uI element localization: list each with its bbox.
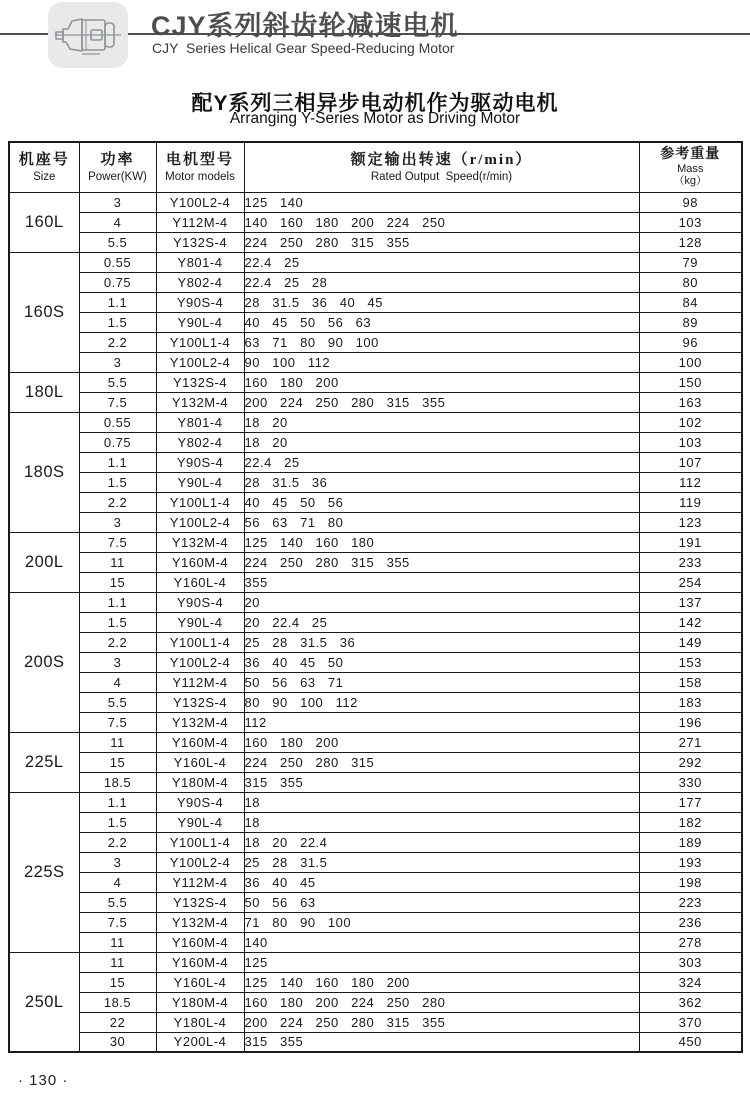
speeds-cell: 63 71 80 90 100 [244,332,639,352]
brand-title-cn: CJY系列斜齿轮减速电机 [151,11,459,41]
power-cell: 15 [79,752,156,772]
table-row [9,772,742,792]
size-cell: 200S [9,592,79,732]
table-row [9,992,742,1012]
table-row [9,192,742,212]
model-cell: Y132S-4 [156,232,244,252]
power-cell: 2.2 [79,632,156,652]
mass-cell: 183 [639,692,742,712]
power-cell: 5.5 [79,892,156,912]
speeds-cell: 200 224 250 280 315 355 [244,1012,639,1032]
table-row [9,952,742,972]
speeds-cell: 18 20 [244,412,639,432]
mass-cell: 80 [639,272,742,292]
mass-cell: 233 [639,552,742,572]
speeds-cell: 355 [244,572,639,592]
power-cell: 4 [79,872,156,892]
speeds-cell: 315 355 [244,1032,639,1052]
brand-logo [48,2,128,68]
mass-cell: 98 [639,192,742,212]
col-header-model-cn: 电机型号 [165,151,234,168]
power-cell: 22 [79,1012,156,1032]
speeds-cell: 160 180 200 [244,732,639,752]
table-row [9,292,742,312]
mass-cell: 330 [639,772,742,792]
speeds-cell: 125 140 160 180 200 [244,972,639,992]
col-header-power-cn: 功率 [100,151,135,168]
mass-cell: 96 [639,332,742,352]
size-cell: 225S [9,792,79,952]
col-header-model [156,142,244,192]
table-row [9,412,742,432]
model-cell: Y90L-4 [156,472,244,492]
model-cell: Y160L-4 [156,572,244,592]
mass-cell: 182 [639,812,742,832]
mass-cell: 198 [639,872,742,892]
power-cell: 18.5 [79,772,156,792]
table-row [9,932,742,952]
col-header-size-en: Size [33,171,56,184]
model-cell: Y180M-4 [156,992,244,1012]
power-cell: 18.5 [79,992,156,1012]
mass-cell: 254 [639,572,742,592]
power-cell: 3 [79,512,156,532]
speeds-cell: 160 180 200 [244,372,639,392]
model-cell: Y801-4 [156,252,244,272]
table-row [9,732,742,752]
size-cell: 180S [9,412,79,532]
model-cell: Y112M-4 [156,872,244,892]
power-cell: 7.5 [79,532,156,552]
speeds-cell: 80 90 100 112 [244,692,639,712]
model-cell: Y90S-4 [156,792,244,812]
table-row [9,652,742,672]
power-cell: 2.2 [79,332,156,352]
speeds-cell: 28 31.5 36 40 45 [244,292,639,312]
model-cell: Y100L2-4 [156,652,244,672]
table-row [9,1012,742,1032]
power-cell: 3 [79,852,156,872]
mass-cell: 128 [639,232,742,252]
mass-cell: 112 [639,472,742,492]
model-cell: Y160M-4 [156,932,244,952]
mass-cell: 191 [639,532,742,552]
speeds-cell: 224 250 280 315 355 [244,552,639,572]
power-cell: 30 [79,1032,156,1052]
power-cell: 1.1 [79,292,156,312]
model-cell: Y132M-4 [156,912,244,932]
table-row [9,632,742,652]
power-cell: 7.5 [79,912,156,932]
col-header-speed-en: Rated Output Speed(r/min) [370,171,513,184]
power-cell: 1.1 [79,592,156,612]
model-cell: Y112M-4 [156,212,244,232]
table-row [9,672,742,692]
mass-cell: 362 [639,992,742,1012]
power-cell: 4 [79,212,156,232]
model-cell: Y112M-4 [156,672,244,692]
mass-cell: 163 [639,392,742,412]
mass-cell: 100 [639,352,742,372]
col-header-speed [244,142,639,192]
table-row [9,572,742,592]
mass-cell: 142 [639,612,742,632]
model-cell: Y180M-4 [156,772,244,792]
mass-cell: 370 [639,1012,742,1032]
col-header-model-en: Motor models [165,171,235,184]
mass-cell: 79 [639,252,742,272]
model-cell: Y160M-4 [156,552,244,572]
model-cell: Y160L-4 [156,752,244,772]
size-cell: 160L [9,192,79,252]
model-cell: Y160M-4 [156,732,244,752]
model-cell: Y180L-4 [156,1012,244,1032]
table-row [9,392,742,412]
size-cell: 160S [9,252,79,372]
table-row [9,592,742,612]
power-cell: 4 [79,672,156,692]
model-cell: Y100L2-4 [156,852,244,872]
speeds-cell: 28 31.5 36 [244,472,639,492]
power-cell: 3 [79,652,156,672]
mass-cell: 236 [639,912,742,932]
power-cell: 2.2 [79,832,156,852]
col-header-mass-cn: 参考重量 [660,147,721,163]
speeds-cell: 40 45 50 56 [244,492,639,512]
mass-cell: 271 [639,732,742,752]
model-cell: Y100L1-4 [156,332,244,352]
power-cell: 11 [79,932,156,952]
brand-title-en: CJY Series Helical Gear Speed-Reducing Motor [152,40,455,56]
power-cell: 5.5 [79,232,156,252]
mass-cell: 189 [639,832,742,852]
table-row [9,212,742,232]
model-cell: Y132S-4 [156,692,244,712]
col-header-mass [639,142,742,192]
speeds-cell: 112 [244,712,639,732]
speeds-cell: 140 [244,932,639,952]
speeds-cell: 71 80 90 100 [244,912,639,932]
speeds-cell: 25 28 31.5 36 [244,632,639,652]
table-row [9,892,742,912]
mass-cell: 292 [639,752,742,772]
model-cell: Y160M-4 [156,952,244,972]
model-cell: Y100L2-4 [156,192,244,212]
model-cell: Y90S-4 [156,452,244,472]
model-cell: Y132S-4 [156,372,244,392]
power-cell: 1.5 [79,612,156,632]
mass-cell: 158 [639,672,742,692]
gear-motor-icon [55,11,121,59]
table-row [9,852,742,872]
model-cell: Y100L1-4 [156,632,244,652]
col-header-size-cn: 机座号 [18,151,70,168]
page-number: · 130 · [18,1072,69,1089]
speeds-cell: 315 355 [244,772,639,792]
model-cell: Y200L-4 [156,1032,244,1052]
mass-cell: 278 [639,932,742,952]
col-header-mass-unit: （kg） [673,174,708,187]
mass-cell: 324 [639,972,742,992]
table-row [9,812,742,832]
mass-cell: 153 [639,652,742,672]
model-cell: Y100L1-4 [156,492,244,512]
table-row [9,312,742,332]
speeds-cell: 18 20 22.4 [244,832,639,852]
col-header-speed-cn: 额定输出转速（r/min） [350,151,533,168]
col-header-power [79,142,156,192]
speeds-cell: 40 45 50 56 63 [244,312,639,332]
table-row [9,712,742,732]
mass-cell: 89 [639,312,742,332]
model-cell: Y132M-4 [156,392,244,412]
speeds-cell: 160 180 200 224 250 280 [244,992,639,1012]
power-cell: 1.5 [79,812,156,832]
table-row [9,532,742,552]
power-cell: 3 [79,192,156,212]
power-cell: 5.5 [79,692,156,712]
table-row [9,252,742,272]
col-header-power-en: Power(KW) [88,171,147,184]
speeds-cell: 18 [244,812,639,832]
model-cell: Y100L2-4 [156,512,244,532]
motor-spec-table [8,141,743,1053]
power-cell: 0.55 [79,252,156,272]
model-cell: Y90S-4 [156,592,244,612]
speeds-cell: 200 224 250 280 315 355 [244,392,639,412]
table-row [9,792,742,812]
speeds-cell: 18 20 [244,432,639,452]
power-cell: 1.1 [79,452,156,472]
power-cell: 0.55 [79,412,156,432]
model-cell: Y90S-4 [156,292,244,312]
power-cell: 15 [79,972,156,992]
section-heading-en: Arranging Y-Series Motor as Driving Motor [229,110,521,127]
table-row [9,872,742,892]
model-cell: Y132S-4 [156,892,244,912]
mass-cell: 193 [639,852,742,872]
speeds-cell: 50 56 63 [244,892,639,912]
mass-cell: 102 [639,412,742,432]
mass-cell: 107 [639,452,742,472]
size-cell: 180L [9,372,79,412]
mass-cell: 103 [639,212,742,232]
speeds-cell: 224 250 280 315 355 [244,232,639,252]
model-cell: Y90L-4 [156,312,244,332]
table-row [9,232,742,252]
mass-cell: 177 [639,792,742,812]
table-row [9,452,742,472]
power-cell: 11 [79,952,156,972]
speeds-cell: 56 63 71 80 [244,512,639,532]
mass-cell: 450 [639,1032,742,1052]
mass-cell: 196 [639,712,742,732]
speeds-cell: 224 250 280 315 [244,752,639,772]
speeds-cell: 18 [244,792,639,812]
mass-cell: 150 [639,372,742,392]
model-cell: Y802-4 [156,272,244,292]
power-cell: 3 [79,352,156,372]
speeds-cell: 22.4 25 28 [244,272,639,292]
table-row [9,332,742,352]
model-cell: Y802-4 [156,432,244,452]
speeds-cell: 25 28 31.5 [244,852,639,872]
table-row [9,352,742,372]
col-header-mass-en: Mass [677,162,704,175]
power-cell: 1.5 [79,312,156,332]
size-cell: 200L [9,532,79,592]
model-cell: Y801-4 [156,412,244,432]
table-row [9,492,742,512]
model-cell: Y132M-4 [156,712,244,732]
model-cell: Y90L-4 [156,612,244,632]
table-row [9,972,742,992]
power-cell: 7.5 [79,712,156,732]
size-cell: 250L [9,952,79,1052]
mass-cell: 103 [639,432,742,452]
power-cell: 1.1 [79,792,156,812]
mass-cell: 119 [639,492,742,512]
power-cell: 0.75 [79,272,156,292]
table-row [9,552,742,572]
model-cell: Y90L-4 [156,812,244,832]
table-row [9,912,742,932]
power-cell: 5.5 [79,372,156,392]
mass-cell: 303 [639,952,742,972]
speeds-cell: 50 56 63 71 [244,672,639,692]
speeds-cell: 90 100 112 [244,352,639,372]
speeds-cell: 22.4 25 [244,252,639,272]
speeds-cell: 36 40 45 [244,872,639,892]
model-cell: Y100L2-4 [156,352,244,372]
power-cell: 0.75 [79,432,156,452]
table-row [9,372,742,392]
speeds-cell: 20 [244,592,639,612]
table-row [9,472,742,492]
table-row [9,1032,742,1052]
model-cell: Y100L1-4 [156,832,244,852]
table-body [9,192,742,1052]
speeds-cell: 22.4 25 [244,452,639,472]
model-cell: Y160L-4 [156,972,244,992]
mass-cell: 223 [639,892,742,912]
table-row [9,752,742,772]
table-row [9,432,742,452]
table-row [9,832,742,852]
speeds-cell: 140 160 180 200 224 250 [244,212,639,232]
speeds-cell: 36 40 45 50 [244,652,639,672]
table-header-row [9,142,742,192]
power-cell: 1.5 [79,472,156,492]
mass-cell: 137 [639,592,742,612]
col-header-size [9,142,79,192]
power-cell: 11 [79,552,156,572]
table-row [9,272,742,292]
table-row [9,612,742,632]
power-cell: 15 [79,572,156,592]
power-cell: 7.5 [79,392,156,412]
model-cell: Y132M-4 [156,532,244,552]
speeds-cell: 125 140 160 180 [244,532,639,552]
speeds-cell: 125 140 [244,192,639,212]
mass-cell: 84 [639,292,742,312]
size-cell: 225L [9,732,79,792]
table-row [9,512,742,532]
mass-cell: 123 [639,512,742,532]
table-row [9,692,742,712]
section-heading-cn: 配Y系列三相异步电动机作为驱动电机 [191,92,559,115]
power-cell: 11 [79,732,156,752]
speeds-cell: 20 22.4 25 [244,612,639,632]
mass-cell: 149 [639,632,742,652]
power-cell: 2.2 [79,492,156,512]
speeds-cell: 125 [244,952,639,972]
